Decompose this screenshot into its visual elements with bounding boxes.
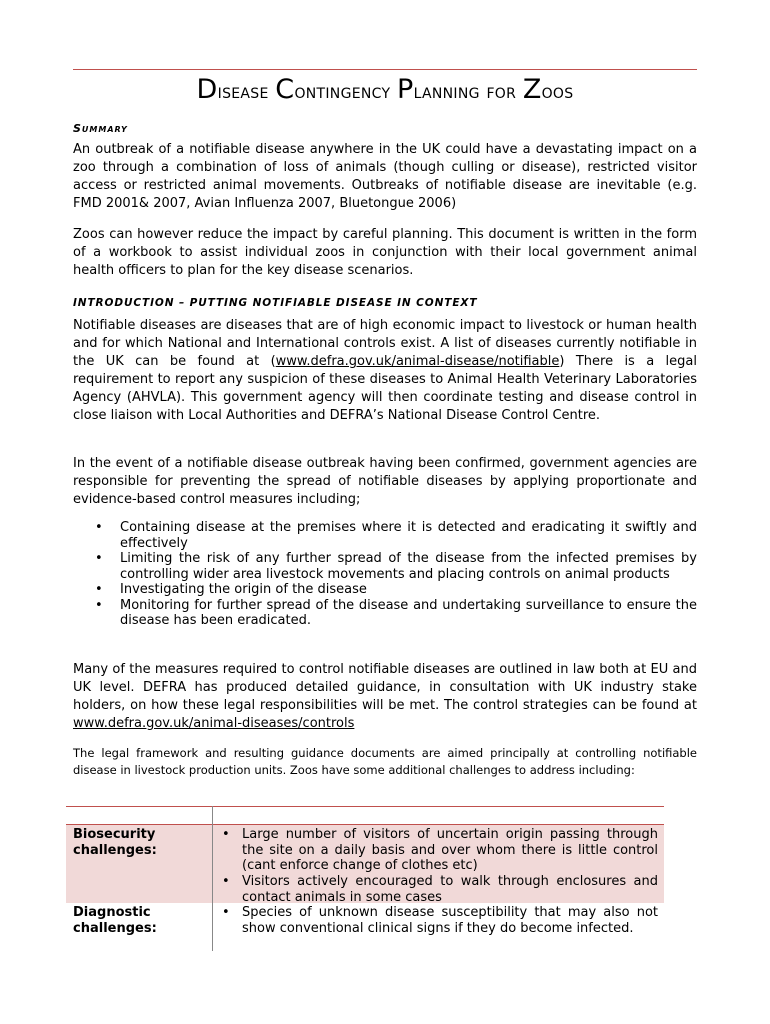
- paragraph-text: Notifiable diseases are diseases that are of high economic impact to livestock or human health and for which National and International controls exist. A list of diseases currently notifiable in the UK can be found at (: [73, 318, 697, 369]
- paragraph-text: Many of the measures required to control notifiable diseases are outlined in law both at EU and UK level. DEFRA has produced detailed guidance, in consultation with UK industry stake holders, on how these legal responsibilities will be met. The control strategies can be found at: [73, 662, 697, 713]
- bullet-icon: •: [222, 827, 230, 842]
- defra-controls-link[interactable]: www.defra.gov.uk/animal-diseases/controls: [73, 716, 355, 731]
- list-item-text: Large number of visitors of uncertain origin passing through the site on a daily basis and over whom there is little control (cant enforce change of clothes etc): [242, 827, 658, 874]
- list-item-text: Investigating the origin of the disease: [120, 582, 367, 597]
- introduction-heading: INTRODUCTION – PUTTING NOTIFIABLE DISEASE IN CONTEXT: [73, 297, 478, 309]
- row-label: Diagnostic challenges:: [73, 905, 157, 936]
- summary-paragraph-2: Zoos can however reduce the impact by careful planning. This document is written in the form of a workbook to assist individual zoos in conjunction with their local government animal health officers to plan for the key disease scenarios.: [73, 227, 697, 278]
- list-item: [218, 827, 658, 874]
- introduction-paragraph-2: In the event of a notifiable disease outbreak having been confirmed, government agencies are responsible for preventing the spread of notifiable diseases by applying proportionate and evidence-based control measures including;: [73, 456, 697, 507]
- title-cap: D: [196, 74, 218, 105]
- defra-notifiable-link[interactable]: www.defra.gov.uk/animal-disease/notifiable: [275, 354, 560, 369]
- bullet-icon: •: [95, 582, 103, 597]
- paragraph-text: ) There is a legal requirement to report any suspicion of these diseases to Animal Health Veterinary Laboratories Agency (AHVLA). This government agency will then coordinate testing and disease control in close liaison with Local Authorities and DEFRA’s National Disease Control Centre.: [73, 354, 697, 423]
- page-title: [73, 74, 697, 105]
- list-item: [73, 598, 697, 629]
- list-item-text: Visitors actively encouraged to walk through enclosures and contact animals in some cases: [242, 874, 658, 905]
- introduction-paragraph-1: [73, 317, 697, 425]
- row-label: Biosecurity challenges:: [73, 827, 157, 858]
- introduction-paragraph-4: The legal framework and resulting guidance documents are aimed principally at controlling notifiable disease in livestock production units. Zoos have some additional challenges to address including:: [73, 746, 697, 777]
- list-item: [73, 520, 697, 551]
- title-cap: Z: [522, 74, 542, 105]
- list-item-text: Species of unknown disease susceptibility that may also not show conventional clinical signs if they do become infected.: [242, 905, 658, 936]
- list-item-text: Monitoring for further spread of the disease and undertaking surveillance to ensure the disease has been eradicated.: [120, 597, 697, 628]
- bullet-icon: •: [222, 874, 230, 890]
- title-word: oos: [541, 79, 574, 103]
- title-cap: P: [397, 74, 414, 105]
- table-row-diagnostic: [66, 903, 664, 951]
- top-rule: [73, 69, 697, 70]
- list-item-text: Containing disease at the premises where it is detected and eradicating it swiftly and effectively: [120, 520, 697, 551]
- title-word: ontingency: [294, 79, 397, 103]
- list-item: [73, 551, 697, 582]
- table-row-biosecurity: [66, 825, 664, 903]
- title-cap: C: [275, 74, 295, 105]
- row-items: [218, 905, 658, 936]
- table-top-rule: [66, 806, 664, 807]
- list-item: [218, 905, 658, 936]
- table-column-divider: [212, 806, 213, 951]
- list-item-text: Limiting the risk of any further spread of the disease from the infected premises by controlling wider area livestock movements and placing controls on animal products: [120, 551, 697, 582]
- summary-heading: Summary: [73, 122, 128, 135]
- summary-paragraph-1: An outbreak of a notifiable disease anywhere in the UK could have a devastating impact on a zoo through a combination of loss of animals (though culling or disease), restricted visitor access or restricted animal movements. Outbreaks of notifiable disease are inevitable (e.g. FMD 2001& 2007, Avian Influenza 2007, Bluetongue 2006): [73, 142, 697, 211]
- list-item: [218, 874, 658, 905]
- introduction-paragraph-3: [73, 661, 697, 733]
- list-item: [73, 582, 697, 598]
- row-items: [218, 827, 658, 906]
- bullet-icon: •: [95, 597, 103, 613]
- bullet-icon: •: [95, 520, 103, 535]
- control-measures-list: [73, 520, 697, 629]
- bullet-icon: •: [95, 551, 103, 566]
- title-word: lanning for: [413, 79, 523, 103]
- title-word: isease: [217, 79, 276, 103]
- bullet-icon: •: [222, 905, 230, 920]
